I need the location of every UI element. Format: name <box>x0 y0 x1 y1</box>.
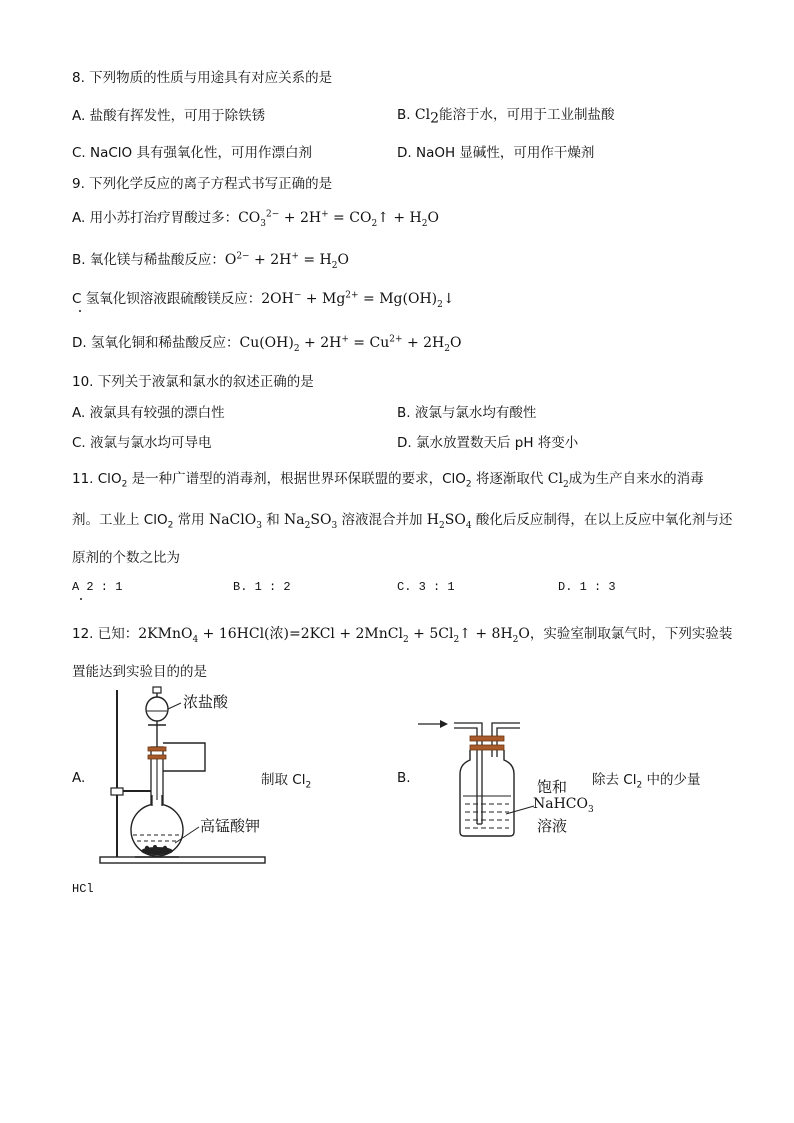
stray-dot <box>79 310 81 312</box>
label-kmno4: 高锰酸钾 <box>200 817 261 835</box>
q9-option-d: D. 氢氧化铜和稀盐酸反应：$Cu(OH)_2 + 2H^+ = Cu^{2+} + 2H_2O$ <box>72 334 462 354</box>
label-nahco3: NaHCO$_3$ <box>533 796 594 815</box>
q12-option-a-label: A. <box>72 770 86 786</box>
q12-option-b-caption: 除去 $Cl_2$ 中的少量 <box>592 772 701 791</box>
q9-d-equation: $Cu(OH)_2 + 2H^+ = Cu^{2+} + 2H_2O$ <box>239 334 462 354</box>
q12-option-b-label: B. <box>397 770 411 786</box>
q11-line-1: 11. ClO$_2$ 是一种广谱型的消毒剂，根据世界环保联盟的要求，ClO$_2$ 将逐渐取代 $Cl_2$成为生产自来水的消毒 <box>72 471 704 490</box>
q10-option-b: B. 液氯与氯水均有酸性 <box>397 405 537 421</box>
q8-option-b: B. $Cl_2$能溶于水，可用于工业制盐酸 <box>397 107 615 127</box>
q9-option-a: A. 用小苏打治疗胃酸过多：$CO_3^{2-} + 2H^+$ = $CO_2↑ + H_2O$ <box>72 209 439 229</box>
q9-a-equation: $CO_3^{2-} + 2H^+$ = $CO_2↑ + H_2O$ <box>238 209 439 229</box>
q12-line-2: 置能达到实验目的的是 <box>72 664 207 680</box>
q10-option-d: D. 氯水放置数天后 pH 将变小 <box>397 435 579 451</box>
trailing-hcl: HCl <box>72 882 94 896</box>
q9-option-c: C 氢氧化钡溶液跟硫酸镁反应：$2OH^- + Mg^{2+}$ = $Mg(OH)_2↓$ <box>72 290 455 310</box>
q9-option-b: B. 氧化镁与稀盐酸反应：$O^{2-} + 2H^+ = H_2O$ <box>72 251 349 271</box>
label-saturated: 饱和 <box>537 778 568 796</box>
label-conc-hcl: 浓盐酸 <box>183 693 229 711</box>
q12-option-a-caption: 制取 $Cl_2$ <box>261 772 312 791</box>
q8-option-d: D. NaOH 显碱性，可用作干燥剂 <box>397 145 595 161</box>
q10-option-c: C. 液氯与氯水均可导电 <box>72 435 212 451</box>
q11-option-b: B. 1 : 2 <box>233 580 291 594</box>
q8-option-a: A. 盐酸有挥发性，可用于除铁锈 <box>72 108 266 124</box>
q11-line-2: 剂。工业上 ClO$_2$ 常用 NaClO$_3$ 和 $Na_2SO_3$ 溶液混合并加 $H_2SO_4$ 酸化后反应制得，在以上反应中氧化剂与还 <box>72 512 733 531</box>
q9-c-equation: $2OH^- + Mg^{2+}$ = $Mg(OH)_2↓$ <box>261 290 455 310</box>
q11-option-d: D. 1 : 3 <box>558 580 616 594</box>
q8-option-c: C. NaClO 具有强氧化性，可用作漂白剂 <box>72 145 312 161</box>
q10-stem: 10. 下列关于液氯和氯水的叙述正确的是 <box>72 374 314 390</box>
q12-equation: 2KMnO$_4$ + 16HCl(浓)=2KCl + 2MnCl$_2$ + $5Cl_2↑ + 8H_2O$ <box>138 626 530 645</box>
q9-b-equation: $O^{2-} + 2H^+ = H_2O$ <box>224 251 349 271</box>
q11-option-a: A 2 : 1 <box>72 580 123 594</box>
q11-option-c: C. 3 : 1 <box>397 580 455 594</box>
q11-line-3: 原剂的个数之比为 <box>72 550 180 566</box>
q9-stem: 9. 下列化学反应的离子方程式书写正确的是 <box>72 176 333 192</box>
label-solution: 溶液 <box>537 817 568 835</box>
q12-line-1: 12. 已知：2KMnO$_4$ + 16HCl(浓)=2KCl + 2MnCl$_2$ + $5Cl_2↑ + 8H_2O$，实验室制取氯气时，下列实验装 <box>72 626 733 645</box>
q10-option-a: A. 液氯具有较强的漂白性 <box>72 405 225 421</box>
chlorine-generator-diagram <box>95 685 280 875</box>
q8-stem: 8. 下列物质的性质与用途具有对应关系的是 <box>72 70 333 86</box>
stray-dot <box>80 598 82 600</box>
